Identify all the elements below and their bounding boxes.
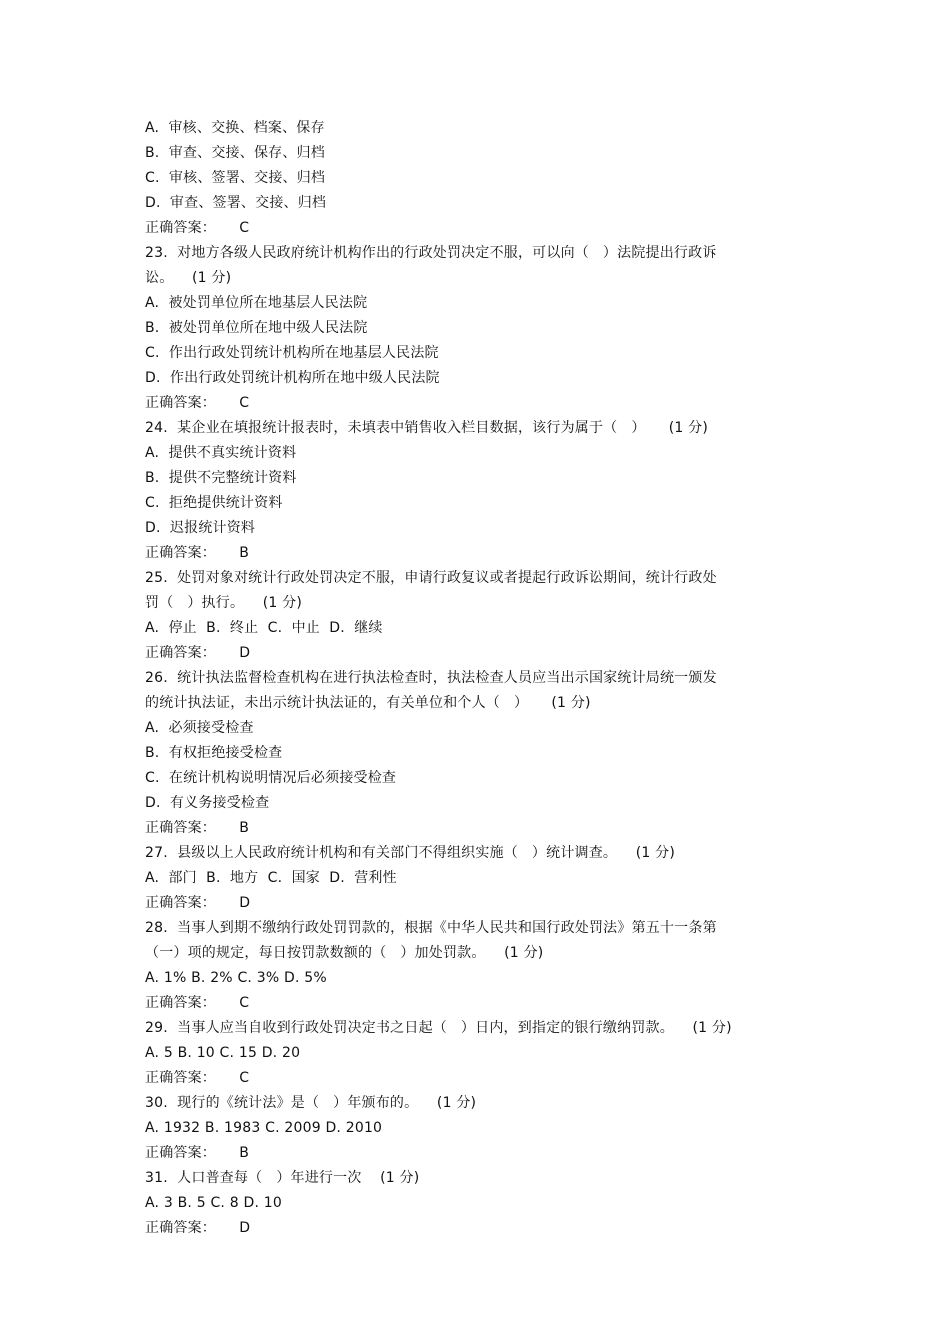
question-28: 28. 当事人到期不缴纳行政处罚罚款的，根据《中华人民共和国行政处罚法》第五十一条第: [145, 920, 717, 936]
correct-answer: 正确答案： B: [145, 820, 250, 836]
option-a: A. 必须接受检查: [145, 720, 254, 736]
option-c: C. 作出行政处罚统计机构所在地基层人民法院: [145, 345, 439, 361]
question-24: 24. 某企业在填报统计报表时，未填表中销售收入栏目数据，该行为属于（ ） (1 分): [145, 420, 709, 436]
option-c: C. 拒绝提供统计资料: [145, 495, 283, 511]
options-inline: A. 停止 B. 终止 C. 中止 D. 继续: [145, 620, 383, 636]
options-inline: A. 部门 B. 地方 C. 国家 D. 营利性: [145, 870, 397, 886]
options-inline: A. 3 B. 5 C. 8 D. 10: [145, 1195, 282, 1211]
exam-document: [145, 116, 815, 1241]
correct-answer: 正确答案： C: [145, 395, 250, 411]
option-d: D. 有义务接受检查: [145, 795, 270, 811]
correct-answer: 正确答案： C: [145, 1070, 250, 1086]
question-26-cont: 的统计执法证，未出示统计执法证的，有关单位和个人（ ） (1 分): [145, 695, 591, 711]
option-d: D. 审查、签署、交接、归档: [145, 195, 327, 211]
correct-answer: 正确答案： B: [145, 1145, 250, 1161]
options-inline: A. 1932 B. 1983 C. 2009 D. 2010: [145, 1120, 383, 1136]
option-d: D. 迟报统计资料: [145, 520, 256, 536]
correct-answer: 正确答案： D: [145, 1220, 251, 1236]
question-28-cont: （一）项的规定，每日按罚款数额的（ ）加处罚款。 (1 分): [145, 945, 544, 961]
options-inline: A. 1% B. 2% C. 3% D. 5%: [145, 970, 327, 986]
option-d: D. 作出行政处罚统计机构所在地中级人民法院: [145, 370, 440, 386]
correct-answer: 正确答案： C: [145, 220, 250, 236]
question-23-cont: 讼。 (1 分): [145, 270, 232, 286]
question-23: 23. 对地方各级人民政府统计机构作出的行政处罚决定不服，可以向（ ）法院提出行政诉: [145, 245, 717, 261]
option-a: A. 审核、交换、档案、保存: [145, 120, 325, 136]
correct-answer: 正确答案： C: [145, 995, 250, 1011]
question-31: 31. 人口普查每（ ）年进行一次 (1 分): [145, 1170, 420, 1186]
question-30: 30. 现行的《统计法》是（ ）年颁布的。 (1 分): [145, 1095, 477, 1111]
correct-answer: 正确答案： B: [145, 545, 250, 561]
question-27: 27. 县级以上人民政府统计机构和有关部门不得组织实施（ ）统计调查。 (1 分): [145, 845, 675, 861]
option-b: B. 提供不完整统计资料: [145, 470, 297, 486]
options-inline: A. 5 B. 10 C. 15 D. 20: [145, 1045, 301, 1061]
option-b: B. 审查、交接、保存、归档: [145, 145, 325, 161]
option-a: A. 提供不真实统计资料: [145, 445, 297, 461]
option-b: B. 有权拒绝接受检查: [145, 745, 283, 761]
option-b: B. 被处罚单位所在地中级人民法院: [145, 320, 368, 336]
question-26: 26. 统计执法监督检查机构在进行执法检查时，执法检查人员应当出示国家统计局统一颁发: [145, 670, 717, 686]
option-a: A. 被处罚单位所在地基层人民法院: [145, 295, 368, 311]
question-25: 25. 处罚对象对统计行政处罚决定不服，申请行政复议或者提起行政诉讼期间，统计行政处: [145, 570, 717, 586]
option-c: C. 在统计机构说明情况后必须接受检查: [145, 770, 397, 786]
correct-answer: 正确答案： D: [145, 645, 251, 661]
option-c: C. 审核、签署、交接、归档: [145, 170, 326, 186]
correct-answer: 正确答案： D: [145, 895, 251, 911]
question-29: 29. 当事人应当自收到行政处罚决定书之日起（ ）日内，到指定的银行缴纳罚款。 (1 分): [145, 1020, 732, 1036]
question-25-cont: 罚（ ）执行。 (1 分): [145, 595, 303, 611]
